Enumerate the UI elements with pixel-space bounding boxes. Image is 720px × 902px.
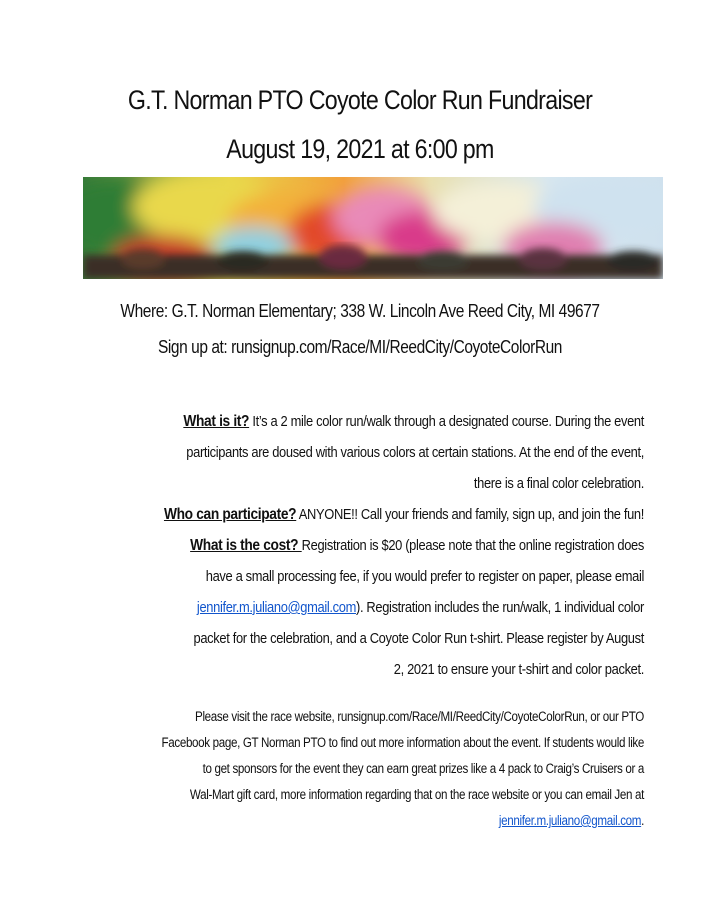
what-is-it-line-2: participants are doused with various colors at certain stations. At the end of the event, (186, 444, 644, 461)
event-details (78, 406, 644, 685)
event-location: Where: G.T. Norman Elementary; 338 W. Lincoln Ave Reed City, MI 49677 (120, 301, 600, 321)
cost-line-3 (157, 592, 644, 623)
more-info-line-3: to get sponsors for the event they can earn great prizes like a 4 pack to Craig’s Cruisers or a (202, 761, 644, 776)
cost-text-1: Registration is $20 (please note that the online registration does (301, 537, 644, 554)
email-link-2[interactable]: jennifer.m.juliano@gmail.com (498, 813, 642, 828)
more-info-end: . (641, 813, 644, 828)
cost-text-3: ). Registration includes the run/walk, 1 individual color (355, 599, 644, 616)
cost-line-4: packet for the celebration, and a Coyote Color Run t-shirt. Please register by August (193, 630, 644, 647)
more-info-line-2: Facebook page, GT Norman PTO to find out more information about the event. If students would like (161, 735, 644, 750)
more-info-paragraph (78, 704, 644, 834)
who-heading: Who can participate? (163, 506, 297, 523)
what-is-it-line-1 (157, 406, 644, 437)
more-info-line-1: Please visit the race website, runsignup.com/Race/MI/ReedCity/CoyoteColorRun, or our PTO (195, 709, 644, 724)
signup-info: Sign up at: runsignup.com/Race/MI/ReedCity/CoyoteColorRun (158, 337, 562, 357)
color-run-banner-image (83, 177, 663, 279)
cost-line-5: 2, 2021 to ensure your t-shirt and color packet. (393, 661, 644, 678)
more-info-line-5 (157, 808, 644, 834)
cost-line-2: have a small processing fee, if you would prefer to register on paper, please email (205, 568, 644, 585)
cost-line-1 (157, 530, 644, 561)
email-link[interactable]: jennifer.m.juliano@gmail.com (196, 599, 356, 616)
who-text: ANYONE!! Call your friends and family, sign up, and join the fun! (296, 506, 644, 523)
color-powder-photo (83, 177, 663, 279)
what-is-it-heading: What is it? (183, 413, 250, 430)
event-date: August 19, 2021 at 6:00 pm (226, 134, 494, 164)
what-is-it-text-1: It’s a 2 mile color run/walk through a designated course. During the event (249, 413, 644, 430)
flyer-title: G.T. Norman PTO Coyote Color Run Fundraiser (127, 85, 593, 115)
what-is-it-line-3: there is a final color celebration. (473, 475, 644, 492)
more-info-line-4: Wal-Mart gift card, more information regarding that on the race website or you can email Jen at (189, 787, 644, 802)
who-line (157, 499, 644, 530)
cost-heading: What is the cost? (190, 537, 302, 554)
